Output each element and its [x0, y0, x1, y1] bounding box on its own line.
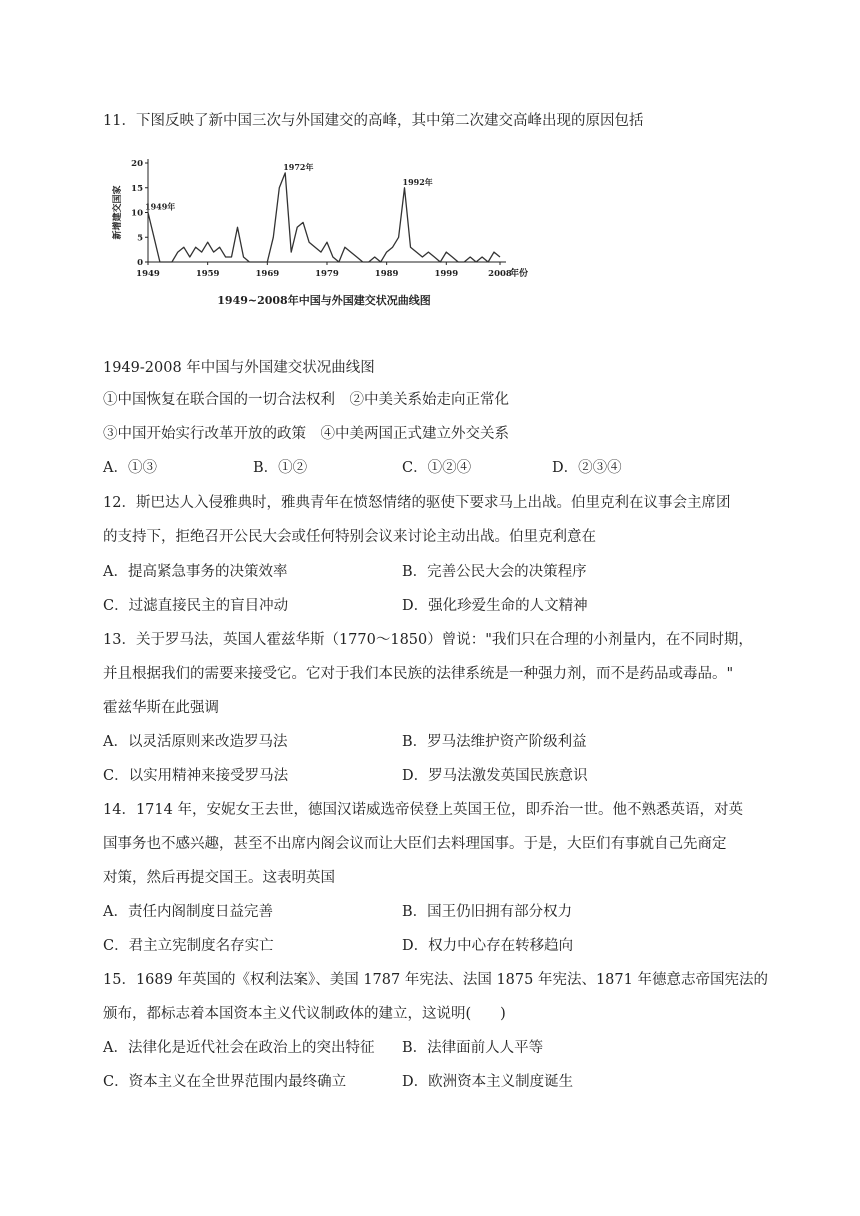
- q12-stem-line-1: 12．斯巴达人入侵雅典时，雅典青年在愤怒情绪的驱使下要求马上出战。伯里克利在议事会主席团: [103, 495, 731, 511]
- series-line: [148, 173, 500, 262]
- x-tick-label: 2008: [488, 269, 512, 279]
- y-tick-label: 0: [137, 258, 143, 268]
- q11-option-d[interactable]: D．②③④: [552, 460, 622, 476]
- q14-stem-line-1: 14．1714 年，安妮女王去世，德国汉诺威选帝侯登上英国王位，即乔治一世。他不熟悉英语，对英: [103, 802, 743, 818]
- y-tick-label: 20: [131, 159, 143, 169]
- q14-option-a[interactable]: A．责任内阁制度日益完善: [103, 904, 273, 920]
- q13-option-b[interactable]: B．罗马法维护资产阶级利益: [402, 734, 587, 750]
- q15-stem-line-2: 颁布，都标志着本国资本主义代议制政体的建立，这说明( ): [103, 1006, 506, 1022]
- x-tick-label: 1959: [195, 269, 220, 279]
- q13-option-d[interactable]: D．罗马法激发英国民族意识: [402, 768, 588, 784]
- chart-title: 1949~2008年中国与外国建交状况曲线图: [217, 294, 431, 307]
- q14-stem-line-2: 国事务也不感兴趣，甚至不出席内阁会议而让大臣们去料理国事。于是，大臣们有事就自己先商定: [103, 836, 727, 852]
- peak-annotation: 1949年: [145, 201, 176, 212]
- chart-annotations: [145, 162, 433, 212]
- q11-caption: 1949-2008 年中国与外国建交状况曲线图: [103, 360, 375, 376]
- q15-option-c[interactable]: C．资本主义在全世界范围内最终确立: [103, 1074, 347, 1090]
- q13-stem-line-2: 并且根据我们的需要来接受它。它对于我们本民族的法律系统是一种强力剂，而不是药品或毒品。": [103, 666, 734, 682]
- q12-option-d[interactable]: D．强化珍爱生命的人文精神: [402, 598, 588, 614]
- q12-option-a[interactable]: A．提高紧急事务的决策效率: [103, 564, 288, 580]
- q15-option-b[interactable]: B．法律面前人人平等: [402, 1040, 544, 1056]
- q11-option-c[interactable]: C．①②④: [402, 460, 472, 476]
- chart-axes: [148, 159, 506, 262]
- peak-annotation: 1992年: [402, 176, 433, 187]
- x-tick-label: 1989: [374, 269, 399, 279]
- q13-option-a[interactable]: A．以灵活原则来改造罗马法: [103, 734, 288, 750]
- q13-stem-line-1: 13．关于罗马法，英国人霍兹华斯（1770～1850）曾说："我们只在合理的小剂量内，在不同时期，: [103, 632, 753, 648]
- q11-statements-1: ①中国恢复在联合国的一切合法权利 ②中美关系始走向正常化: [103, 392, 509, 408]
- q12-stem-line-2: 的支持下，拒绝召开公民大会或任何特别会议来讨论主动出战。伯里克利意在: [103, 529, 596, 545]
- diplomatic-relations-chart: [108, 152, 548, 317]
- y-tick-label: 10: [131, 208, 143, 219]
- x-ticks: [136, 262, 512, 279]
- q13-stem-line-3: 霍兹华斯在此强调: [103, 700, 219, 716]
- q13-option-c[interactable]: C．以实用精神来接受罗马法: [103, 768, 289, 784]
- y-tick-label: 15: [131, 183, 143, 194]
- x-tick-label: 1969: [255, 269, 280, 279]
- q14-option-c[interactable]: C．君主立宪制度名存实亡: [103, 938, 274, 954]
- q15-option-a[interactable]: A．法律化是近代社会在政治上的突出特征: [103, 1040, 375, 1056]
- y-ticks: [131, 159, 148, 268]
- q12-option-b[interactable]: B．完善公民大会的决策程序: [402, 564, 587, 580]
- q14-option-b[interactable]: B．国王仍旧拥有部分权力: [402, 904, 573, 920]
- x-tick-label: 1979: [315, 269, 339, 279]
- q14-option-d[interactable]: D．权力中心存在转移趋向: [402, 938, 574, 954]
- q11-stem: 11．下图反映了新中国三次与外国建交的高峰，其中第二次建交高峰出现的原因包括: [103, 113, 644, 129]
- q15-stem-line-1: 15．1689 年英国的《权利法案》、美国 1787 年宪法、法国 1875 年宪法、1871 年德意志帝国宪法的: [103, 972, 768, 988]
- chart-series: [148, 173, 500, 262]
- q15-option-d[interactable]: D．欧洲资本主义制度诞生: [402, 1074, 574, 1090]
- y-tick-label: 5: [137, 233, 143, 244]
- q11-option-a[interactable]: A．①③: [103, 460, 157, 476]
- peak-annotation: 1972年: [283, 161, 314, 172]
- x-tick-label: 1999: [434, 269, 459, 279]
- q12-option-c[interactable]: C．过滤直接民主的盲目冲动: [103, 598, 289, 614]
- q11-statements-2: ③中国开始实行改革开放的政策 ④中美两国正式建立外交关系: [103, 426, 509, 442]
- x-tick-label: 1949: [136, 269, 160, 279]
- q11-option-b[interactable]: B．①②: [253, 460, 308, 476]
- chart-xlabel: 年份: [510, 269, 529, 279]
- q14-stem-line-3: 对策，然后再提交国王。这表明英国: [103, 870, 335, 886]
- chart-ylabel: 新增建交国家: [113, 185, 123, 240]
